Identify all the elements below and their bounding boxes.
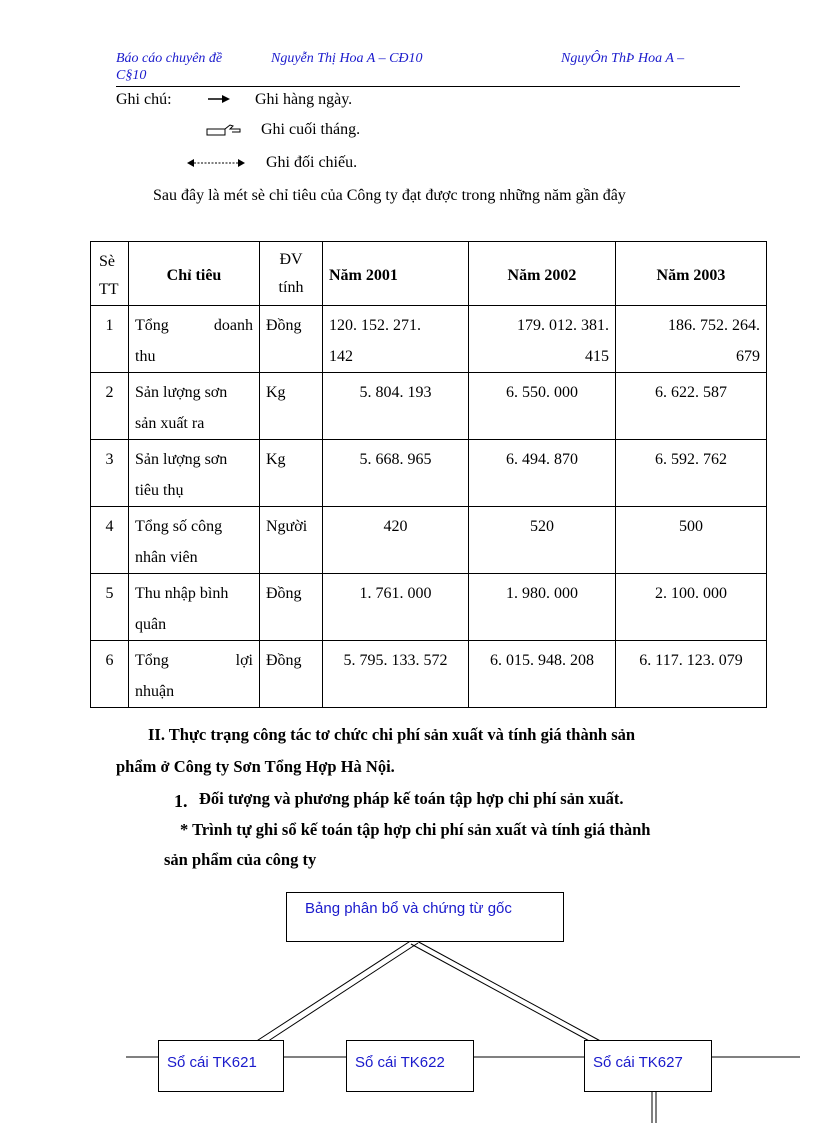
procedure-line1: * Trình tự ghi sổ kế toán tập hợp chi phí sản xuất và tính giá thành [180, 820, 651, 839]
source-documents-box: Bảng phân bổ và chứng từ gốc [286, 892, 564, 942]
table-header-row [91, 242, 767, 306]
table-row: 3 Sản lượng sơn tiêu thụ Kg 5. 668. 965 6. 494. 870 6. 592. 762 [91, 440, 767, 507]
legend-monthly-text: Ghi cuối tháng. [261, 121, 361, 138]
procedure-line2: sản phẩm của công ty [164, 850, 317, 869]
ledger-tk621-box: Sổ cái TK621 [158, 1040, 284, 1092]
ledger-tk627-box: Sổ cái TK627 [584, 1040, 712, 1092]
header-right: NguyÔn ThÞ Hoa A – [561, 51, 685, 66]
table-row: 6 Tổng lợi nhuận Đồng 5. 795. 133. 572 6. 015. 948. 208 6. 117. 123. 079 [91, 641, 767, 708]
double-arrow-icon [186, 157, 248, 169]
subsection-title: Đối tượng và phương pháp kế toán tập hợp chi phí sản xuất. [199, 789, 624, 808]
right-arrow-icon [206, 93, 232, 105]
section-heading-line1: II. Thực trạng công tác tơ chức chi phí sản xuất và tính giá thành sản [148, 725, 636, 744]
legend-daily-text: Ghi hàng ngày. [255, 91, 353, 108]
indicator-table [90, 241, 767, 708]
header-unit: ĐV tính [260, 242, 323, 306]
intro-paragraph: Sau đây là mét sè chỉ tiêu của Công ty đạt được trong những năm gần đây [153, 187, 626, 204]
header-indicator: Chỉ tiêu [129, 242, 260, 306]
header-2002: Năm 2002 [469, 242, 616, 306]
pointing-hand-icon [206, 123, 242, 137]
table-row: 5 Thu nhập bình quân Đồng 1. 761. 000 1. 980. 000 2. 100. 000 [91, 574, 767, 641]
ledger-tk622-box: Sổ cái TK622 [346, 1040, 474, 1092]
table-row: 2 Sản lượng sơn sản xuất ra Kg 5. 804. 193 6. 550. 000 6. 622. 587 [91, 373, 767, 440]
subsection-number: 1. [174, 791, 188, 811]
table-row: 1 Tổng doanh thu Đồng 120. 152. 271. 142 179. 012. 381. 415 186. 752. 264. 679 [91, 306, 767, 373]
header-left: Báo cáo chuyên đề [116, 51, 223, 66]
header-middle: Nguyễn Thị Hoa A – CĐ10 [271, 51, 423, 66]
header-stt: Sè TT [91, 242, 129, 306]
header-2003: Năm 2003 [616, 242, 767, 306]
table-row: 4 Tổng số công nhân viên Người 420 520 500 [91, 507, 767, 574]
header-2001: Năm 2001 [323, 242, 469, 306]
section-heading-line2: phẩm ở Công ty Sơn Tổng Hợp Hà Nội. [116, 757, 395, 776]
header-rule [116, 86, 740, 87]
header-second-line: C§10 [116, 68, 147, 83]
legend-label: Ghi chú: [116, 91, 172, 108]
legend-reconcile-text: Ghi đối chiếu. [266, 154, 358, 171]
